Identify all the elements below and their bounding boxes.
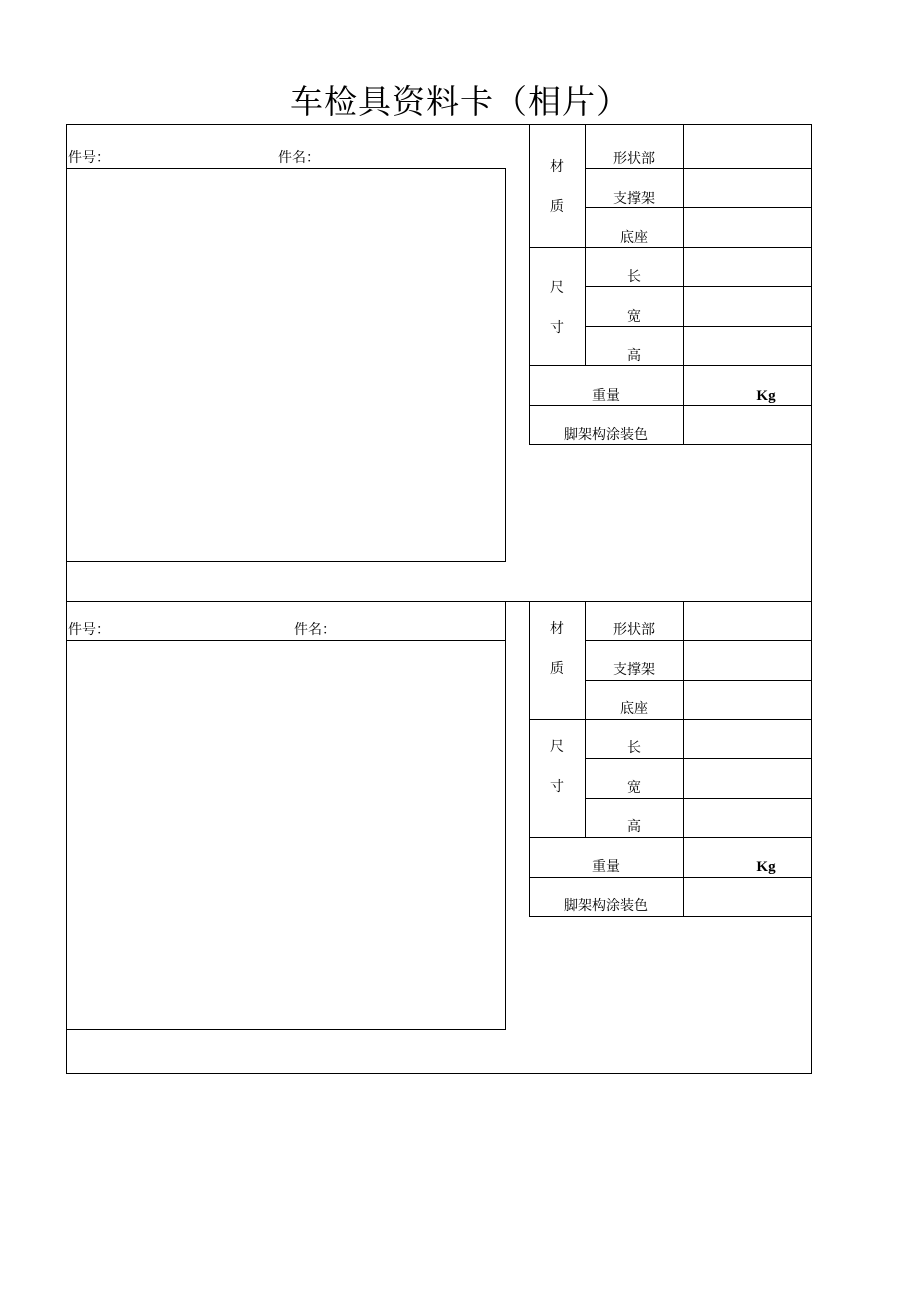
length-value[interactable] xyxy=(684,248,811,285)
shape-part-label: 形状部 xyxy=(613,622,655,638)
weight-label: 重量 xyxy=(592,859,620,875)
length-label: 长 xyxy=(627,269,641,285)
height-label: 高 xyxy=(627,348,641,364)
base-value[interactable] xyxy=(684,681,811,718)
support-frame-label: 支撑架 xyxy=(613,662,655,678)
length-value[interactable] xyxy=(684,720,811,757)
material-label-1: 材 xyxy=(550,621,564,637)
weight-label: 重量 xyxy=(592,388,620,404)
shape-part-label: 形状部 xyxy=(613,151,655,167)
shape-part-value[interactable] xyxy=(684,602,811,639)
paint-color-value[interactable] xyxy=(684,878,811,915)
width-value[interactable] xyxy=(684,759,811,797)
base-value[interactable] xyxy=(684,208,811,246)
width-value[interactable] xyxy=(684,287,811,325)
support-frame-value[interactable] xyxy=(684,169,811,206)
width-label: 宽 xyxy=(627,309,641,325)
height-value[interactable] xyxy=(684,327,811,364)
weight-unit: Kg xyxy=(756,388,776,404)
photo-area[interactable] xyxy=(66,168,506,562)
photo-area[interactable] xyxy=(66,640,506,1030)
support-frame-value[interactable] xyxy=(684,641,811,679)
part-number-label: 件号： xyxy=(68,150,110,166)
material-label-1: 材 xyxy=(550,159,564,175)
size-label-1: 尺 xyxy=(550,280,564,296)
base-label: 底座 xyxy=(620,701,648,717)
weight-unit: Kg xyxy=(756,859,776,875)
part-number-label: 件号： xyxy=(68,622,110,638)
size-label-2: 寸 xyxy=(550,779,564,795)
material-label-2: 质 xyxy=(550,661,564,677)
shape-part-value[interactable] xyxy=(684,125,811,167)
support-frame-label: 支撑架 xyxy=(613,191,655,207)
part-name-label: 件名： xyxy=(294,622,336,638)
size-label-1: 尺 xyxy=(550,739,564,755)
paint-color-value[interactable] xyxy=(684,406,811,443)
part-name-label: 件名： xyxy=(278,150,320,166)
width-label: 宽 xyxy=(627,780,641,796)
height-value[interactable] xyxy=(684,799,811,836)
paint-color-label: 脚架构涂装色 xyxy=(564,427,648,443)
paint-color-label: 脚架构涂装色 xyxy=(564,898,648,914)
page-title: 车检具资料卡（相片） xyxy=(290,82,630,121)
length-label: 长 xyxy=(627,740,641,756)
material-label-2: 质 xyxy=(550,199,564,215)
height-label: 高 xyxy=(627,819,641,835)
size-label-2: 寸 xyxy=(550,320,564,336)
base-label: 底座 xyxy=(620,230,648,246)
